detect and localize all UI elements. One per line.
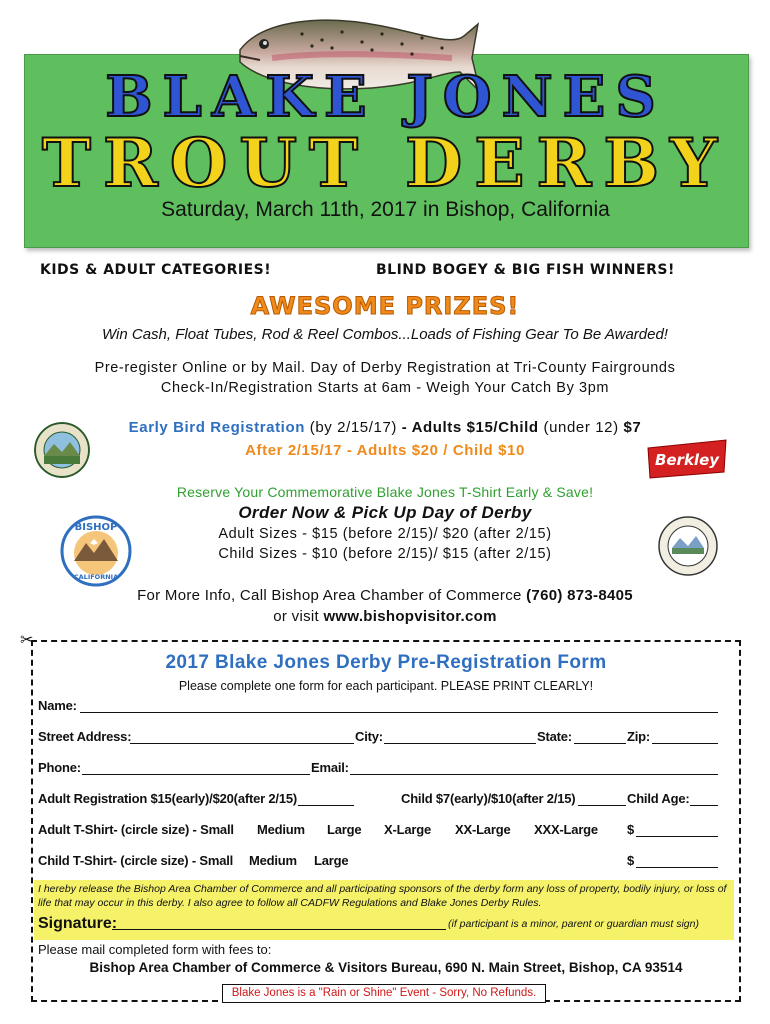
phone-field[interactable]: [82, 760, 310, 775]
categories-right: BLIND BOGEY & BIG FISH WINNERS!: [376, 262, 675, 278]
child-tshirt-dollar: $: [627, 853, 635, 868]
form-instructions: Please complete one form for each participant. PLEASE PRINT CLEARLY!: [178, 679, 594, 693]
preregister-text: Pre-register Online or by Mail. Day of Derby Registration at Tri-County Fairgrounds: [94, 360, 676, 376]
release-text: I hereby release the Bishop Area Chamber of Commerce and all participating sponsors of the derby form any loss of property, bodily injury, or loss of life that may occur in this derby. I also agree to follow all CADFW Regulations and Blake Jones Derby Rules.: [38, 883, 727, 909]
tshirt-order: Order Now & Pick Up Day of Derby: [238, 503, 532, 522]
name-field[interactable]: [80, 698, 718, 713]
scissors-icon: ✂: [20, 632, 34, 649]
state-label: State:: [537, 729, 572, 744]
county-seal-logo: [34, 422, 90, 478]
tshirt-adult-sizes: Adult Sizes - $15 (before 2/15)/ $20 (after 2/15): [218, 526, 552, 542]
info-website-link[interactable]: www.bishopvisitor.com: [323, 608, 497, 625]
early-bird-child-price: $7: [623, 419, 642, 436]
adult-size-xxxlarge[interactable]: XXX-Large: [534, 822, 598, 837]
info-visit-text: or visit: [273, 608, 324, 625]
adult-size-xxlarge[interactable]: XX-Large: [455, 822, 511, 837]
child-registration-label: Child $7(early)/$10(after 2/15): [401, 791, 576, 806]
title-line-2: TROUT DERBY: [41, 124, 730, 202]
child-tshirt-label: Child T-Shirt- (circle size) - Small: [38, 853, 234, 868]
early-bird-child-age: (under 12): [538, 419, 624, 436]
form-title: 2017 Blake Jones Derby Pre-Registration Form: [165, 652, 607, 673]
early-bird-price: - Adults $15/Child: [401, 419, 539, 436]
street-field[interactable]: [130, 729, 354, 744]
prizes-headline: AWESOME PRIZES!: [250, 292, 520, 320]
adult-registration-label: Adult Registration $15(early)/$20(after 2/15): [38, 791, 298, 806]
categories-left: KIDS & ADULT CATEGORIES!: [40, 262, 272, 278]
city-label: City:: [355, 729, 383, 744]
zip-field[interactable]: [652, 729, 718, 744]
bishop-logo: [60, 515, 132, 587]
adult-tshirt-label: Adult T-Shirt- (circle size) - Small: [38, 822, 234, 837]
mail-instructions: Please mail completed form with fees to:: [38, 942, 272, 957]
early-bird-label: Early Bird Registration: [128, 419, 305, 436]
child-age-field[interactable]: [690, 791, 718, 806]
early-bird-date: (by 2/15/17): [304, 419, 402, 436]
state-field[interactable]: [574, 729, 626, 744]
mail-address: Bishop Area Chamber of Commerce & Visitors Bureau, 690 N. Main Street, Bishop, CA 93514: [89, 960, 683, 975]
child-size-large[interactable]: Large: [314, 853, 349, 868]
signature-label: Signature:: [38, 915, 118, 932]
adult-registration-field[interactable]: [298, 791, 354, 806]
event-date: Saturday, March 11th, 2017 in Bishop, California: [161, 198, 610, 221]
bishop-logo-text: BISHOP: [74, 522, 118, 533]
adult-size-large[interactable]: Large: [327, 822, 362, 837]
adult-size-medium[interactable]: Medium: [257, 822, 305, 837]
info-line-2: [0, 608, 770, 625]
rain-or-shine-notice: [222, 984, 546, 1003]
street-label: Street Address:: [38, 729, 132, 744]
signature-note: (if participant is a minor, parent or guardian must sign): [448, 918, 699, 930]
bishop-logo-subtext: CALIFORNIA: [73, 573, 119, 581]
child-size-medium[interactable]: Medium: [249, 853, 297, 868]
email-label: Email:: [311, 760, 349, 775]
name-label: Name:: [38, 698, 77, 713]
adult-tshirt-amount-field[interactable]: [636, 822, 718, 837]
checkin-text: Check-In/Registration Starts at 6am - Weigh Your Catch By 3pm: [160, 380, 610, 396]
tshirt-reserve: Reserve Your Commemorative Blake Jones T-Shirt Early & Save!: [176, 484, 594, 500]
city-field[interactable]: [384, 729, 536, 744]
email-field[interactable]: [350, 760, 718, 775]
child-registration-field[interactable]: [578, 791, 626, 806]
no-refunds-text: - Sorry, No Refunds.: [429, 987, 537, 999]
prizes-tagline: Win Cash, Float Tubes, Rod & Reel Combos...Loads of Fishing Gear To Be Awarded!: [102, 326, 668, 343]
city-seal-logo: [658, 516, 718, 576]
berkley-logo: [646, 438, 728, 480]
child-age-label: Child Age:: [627, 791, 690, 806]
child-tshirt-amount-field[interactable]: [636, 853, 718, 868]
signature-field[interactable]: [112, 916, 446, 930]
adult-tshirt-dollar: $: [627, 822, 635, 837]
info-phone: (760) 873-8405: [526, 587, 633, 604]
info-line-1: [0, 587, 770, 604]
adult-size-xlarge[interactable]: X-Large: [384, 822, 432, 837]
info-call-text: For More Info, Call Bishop Area Chamber of Commerce: [137, 587, 527, 604]
zip-label: Zip:: [627, 729, 651, 744]
tshirt-child-sizes: Child Sizes - $10 (before 2/15)/ $15 (after 2/15): [218, 546, 552, 562]
title-line-1: BLAKE JONES: [105, 64, 666, 130]
rain-or-shine-text: Blake Jones is a "Rain or Shine" Event: [231, 987, 430, 999]
phone-label: Phone:: [38, 760, 81, 775]
berkley-text: Berkley: [654, 451, 720, 469]
late-registration-price: After 2/15/17 - Adults $20 / Child $10: [245, 442, 525, 459]
early-bird-line: [0, 419, 770, 436]
